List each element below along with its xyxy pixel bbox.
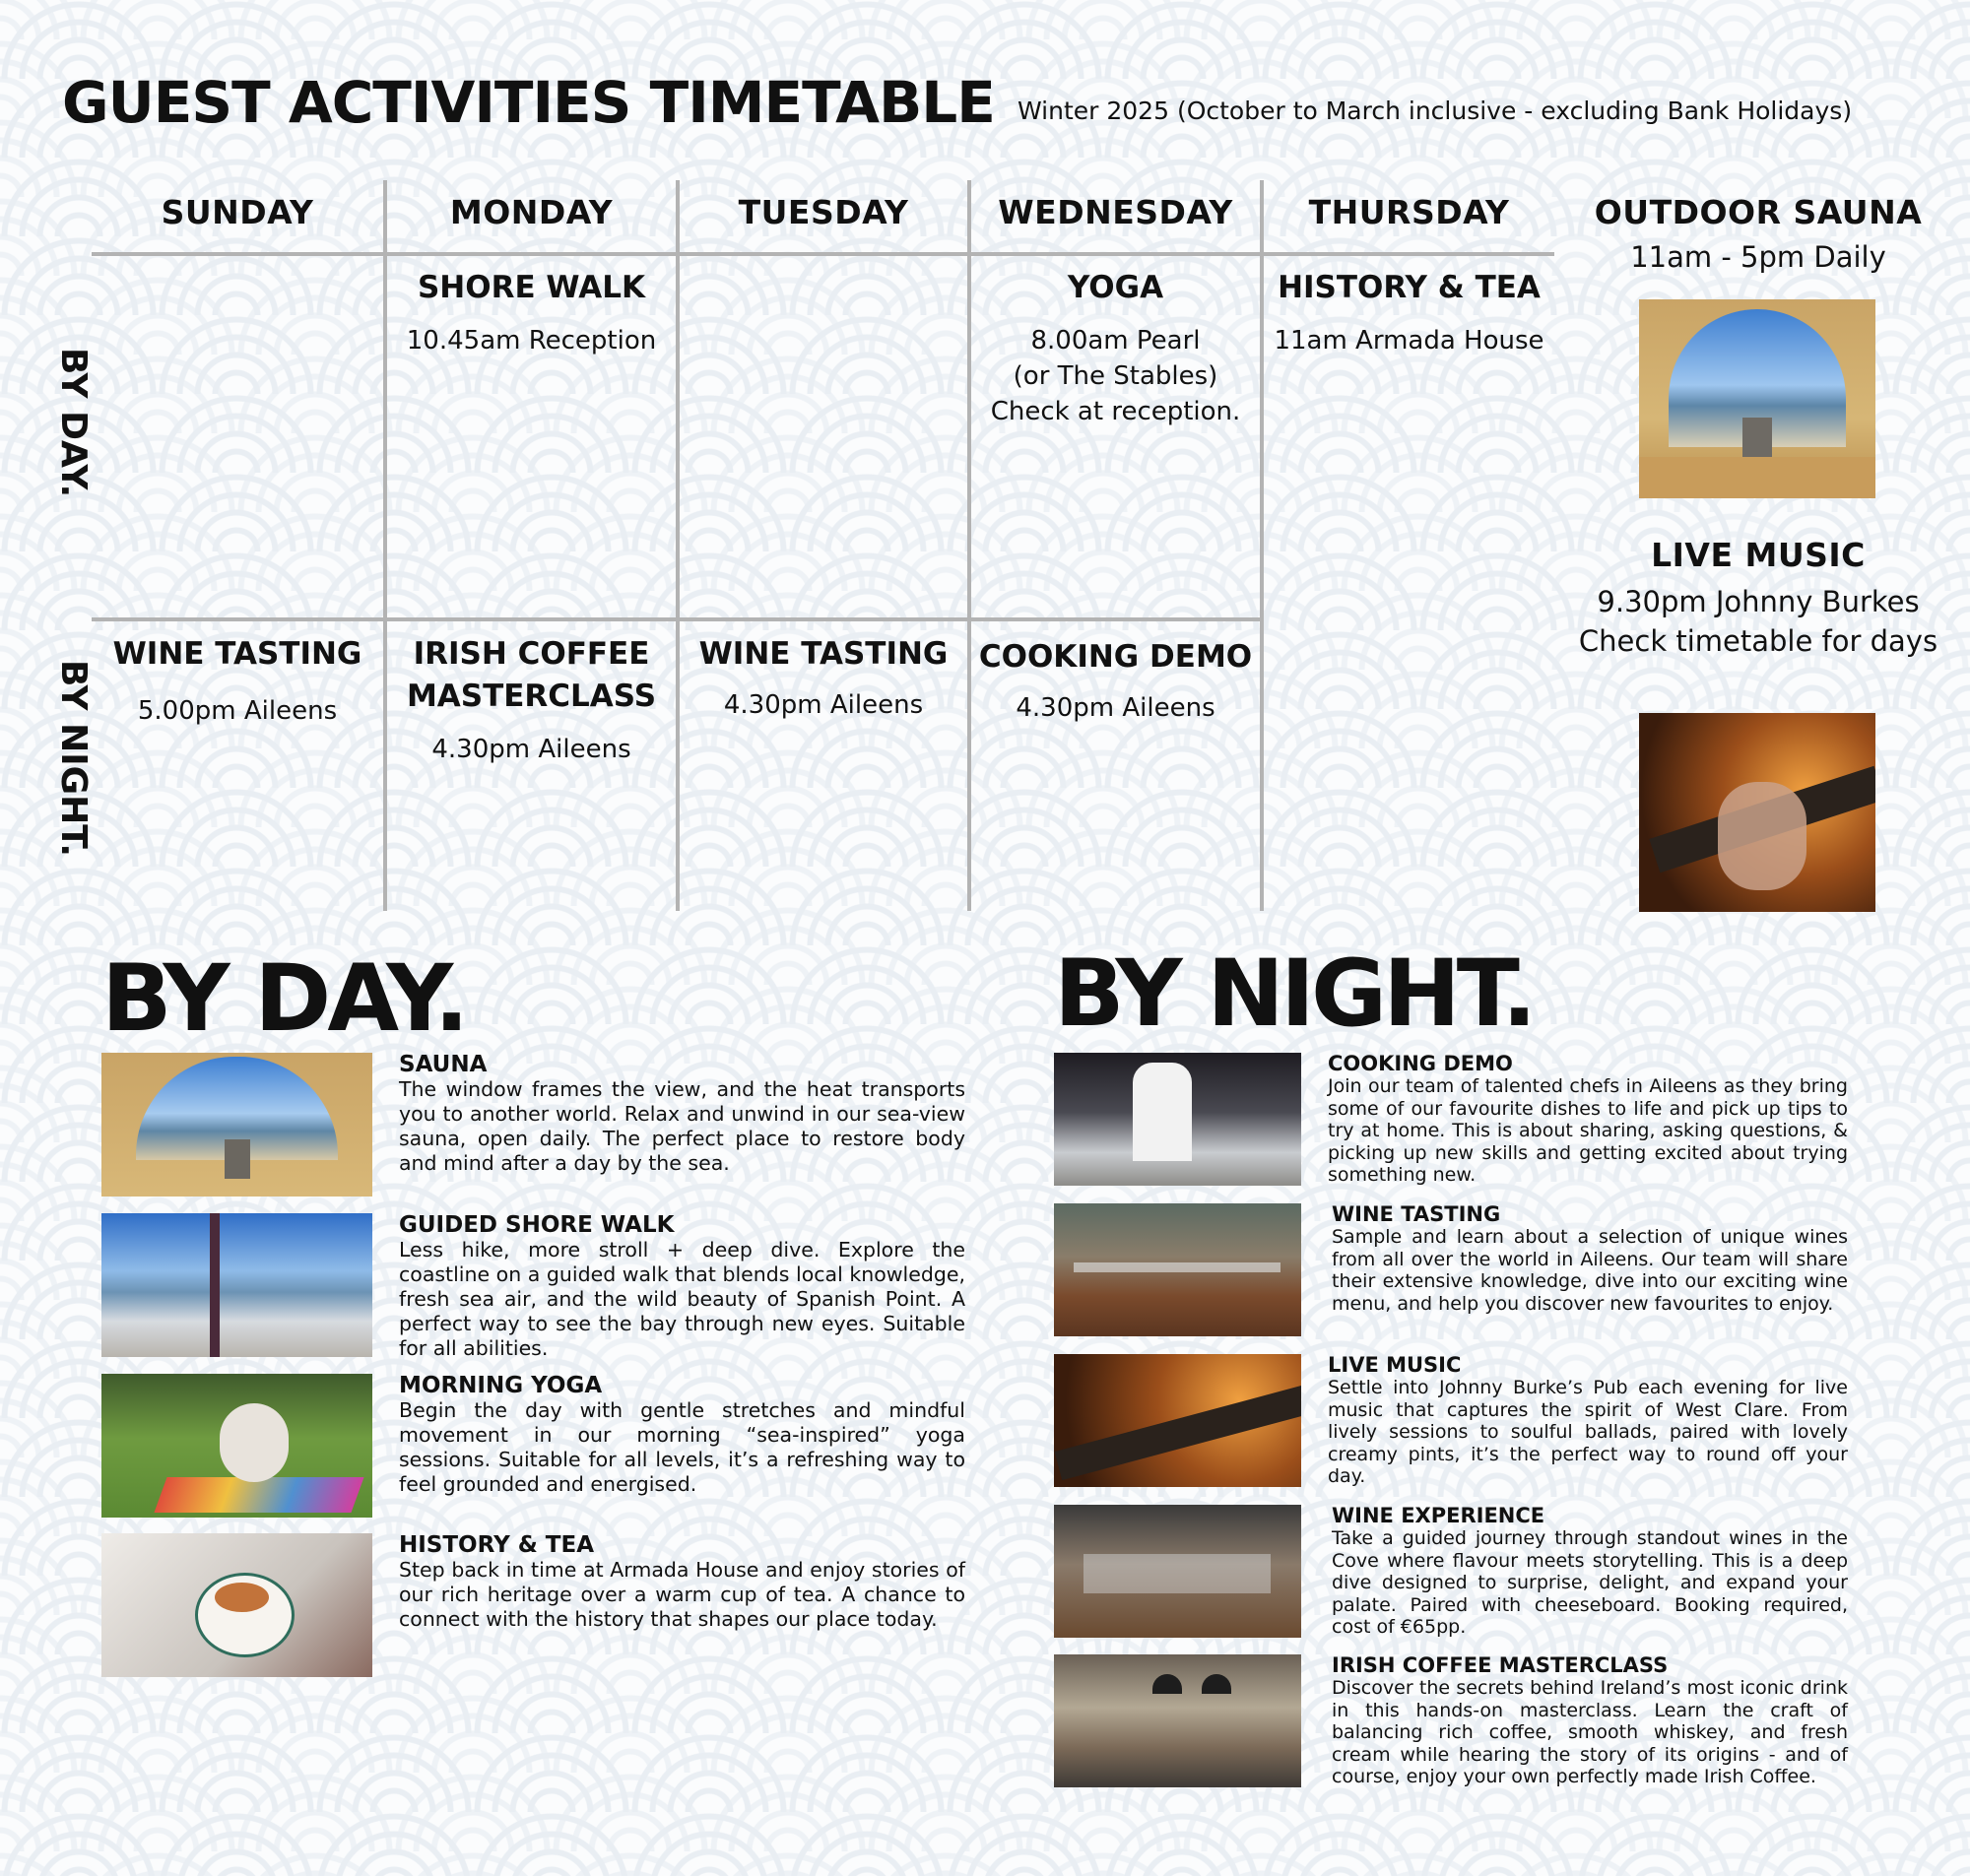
day-header-sunday: SUNDAY	[161, 193, 314, 231]
by-day-heading: BY DAY.	[101, 945, 466, 1053]
by-night-item	[1332, 1654, 1848, 1788]
activity-title: WINE TASTING	[112, 636, 362, 672]
activity-info: (or The Stables)	[1013, 361, 1218, 391]
day-header-thursday: THURSDAY	[1308, 193, 1510, 231]
yoga-thumbnail	[101, 1374, 372, 1518]
item-text: The window frames the view, and the heat transports you to another world. Relax and unwind in our sea-view sauna, open daily. The perfect place to restore body and mind after a day by the sea.	[399, 1077, 965, 1175]
day-header-monday: MONDAY	[449, 193, 614, 231]
by-night-item	[1328, 1354, 1848, 1488]
activity-info: 4.30pm Aileens	[1016, 693, 1215, 723]
by-day-item	[399, 1053, 965, 1176]
page-title: GUEST ACTIVITIES TIMETABLE	[62, 69, 995, 136]
page-subtitle: Winter 2025 (October to March inclusive - excluding Bank Holidays)	[1018, 97, 1853, 125]
item-text: Begin the day with gentle stretches and mindful movement in our morning “sea-inspired” yoga sessions. Suitable for all levels, it’s a refreshing way to feel grounded and energised.	[399, 1398, 965, 1496]
activity-title: IRISH COFFEE	[413, 636, 650, 672]
cooking-thumbnail	[1054, 1053, 1301, 1186]
music-info: Check timetable for days	[1578, 624, 1938, 658]
activity-info: 4.30pm Aileens	[723, 690, 924, 720]
item-title: GUIDED SHORE WALK	[399, 1212, 675, 1238]
item-text: Take a guided journey through standout wines in the Cove where flavour meets storytelling. This is a deep dive designed to surprise, delight, and expand your palate. Paired with cheeseboard. Booking required, cost of €65pp.	[1332, 1527, 1848, 1638]
day-header-wednesday: WEDNESDAY	[998, 193, 1233, 231]
shore-walk-thumbnail	[101, 1213, 372, 1357]
irish-coffee-thumbnail	[1054, 1654, 1301, 1787]
sidebar-music	[1571, 536, 1945, 661]
grid-line	[92, 252, 1554, 256]
item-title: MORNING YOGA	[399, 1373, 603, 1398]
night-cell-wednesday	[971, 636, 1260, 726]
by-day-item	[399, 1374, 965, 1497]
item-title: LIVE MUSIC	[1328, 1353, 1462, 1377]
activity-info: Check at reception.	[990, 397, 1241, 426]
tea-thumbnail	[101, 1533, 372, 1677]
item-title: WINE TASTING	[1332, 1202, 1501, 1226]
day-header-tuesday: TUESDAY	[738, 193, 909, 231]
night-cell-tuesday	[680, 633, 967, 723]
item-title: IRISH COFFEE MASTERCLASS	[1332, 1653, 1669, 1677]
item-title: SAUNA	[399, 1052, 488, 1077]
activity-info: 5.00pm Aileens	[137, 696, 338, 726]
wine-tasting-thumbnail	[1054, 1203, 1301, 1336]
activity-title: COOKING DEMO	[978, 639, 1253, 675]
item-text: Join our team of talented chefs in Aileens as they bring some of our favourite dishes to life and pick up tips to try at home. This is about sharing, asking questions, & picking up new skills and getting excited about trying something new.	[1328, 1075, 1848, 1186]
sauna-photo	[1639, 299, 1875, 498]
sauna-info: 11am - 5pm Daily	[1630, 240, 1886, 274]
sauna-title: OUTDOOR SAUNA	[1594, 193, 1923, 231]
activity-info: 11am Armada House	[1274, 326, 1544, 356]
item-text: Step back in time at Armada House and enjoy stories of our rich heritage over a warm cup of tea. A chance to connect with the history that shapes our place today.	[399, 1558, 965, 1631]
sauna-thumbnail	[101, 1053, 372, 1197]
activity-title: HISTORY & TEA	[1278, 270, 1541, 305]
by-night-item	[1332, 1505, 1848, 1639]
by-day-item	[399, 1213, 965, 1361]
side-label-day: BY DAY.	[53, 348, 94, 498]
item-text: Less hike, more stroll + deep dive. Explore the coastline on a guided walk that blends local knowledge, fresh sea air, and the wild beauty of Spanish Point. A perfect way to see the bay through new eyes. Suitable for all abilities.	[399, 1238, 965, 1360]
by-night-heading: BY NIGHT.	[1054, 940, 1534, 1048]
sidebar-sauna	[1571, 193, 1945, 275]
activity-title: SHORE WALK	[417, 270, 646, 305]
night-cell-sunday	[92, 633, 383, 729]
item-title: COOKING DEMO	[1328, 1052, 1513, 1075]
item-title: HISTORY & TEA	[399, 1532, 594, 1558]
item-text: Discover the secrets behind Ireland’s most iconic drink in this hands-on masterclass. Learn the craft of balancing rich coffee, smooth whiskey, and fresh cream while hearing the story of its origins - and of course, enjoy your own perfectly made Irish Coffee.	[1332, 1677, 1848, 1787]
activity-info: 10.45am Reception	[406, 326, 657, 356]
music-photo	[1639, 713, 1875, 912]
activity-info: 4.30pm Aileens	[431, 735, 631, 764]
item-text: Sample and learn about a selection of unique wines from all over the world in Aileens. Our team will share their extensive knowledge, dive into our exciting wine menu, and help you discover new favourites to enjoy.	[1332, 1226, 1848, 1315]
wine-experience-thumbnail	[1054, 1505, 1301, 1638]
activity-title: MASTERCLASS	[406, 679, 657, 714]
by-day-item	[399, 1533, 965, 1632]
item-title: WINE EXPERIENCE	[1332, 1504, 1545, 1527]
music-title: LIVE MUSIC	[1651, 536, 1866, 574]
by-night-item	[1332, 1203, 1848, 1315]
by-night-item	[1328, 1053, 1848, 1187]
night-cell-monday	[387, 633, 676, 767]
day-cell-thursday	[1264, 267, 1554, 358]
side-label-night: BY NIGHT.	[53, 660, 94, 858]
day-cell-wednesday	[971, 267, 1260, 429]
day-cell-monday	[387, 267, 676, 358]
item-text: Settle into Johnny Burke’s Pub each evening for live music that captures the spirit of West Clare. From lively sessions to soulful ballads, paired with lovely creamy pints, it’s the perfect way to round off your day.	[1328, 1377, 1848, 1487]
grid-line	[676, 180, 680, 911]
activity-title: YOGA	[1067, 270, 1164, 305]
activity-info: 8.00am Pearl	[1030, 326, 1201, 356]
music-info: 9.30pm Johnny Burkes	[1597, 585, 1920, 618]
activity-title: WINE TASTING	[698, 636, 949, 672]
live-music-thumbnail	[1054, 1354, 1301, 1487]
